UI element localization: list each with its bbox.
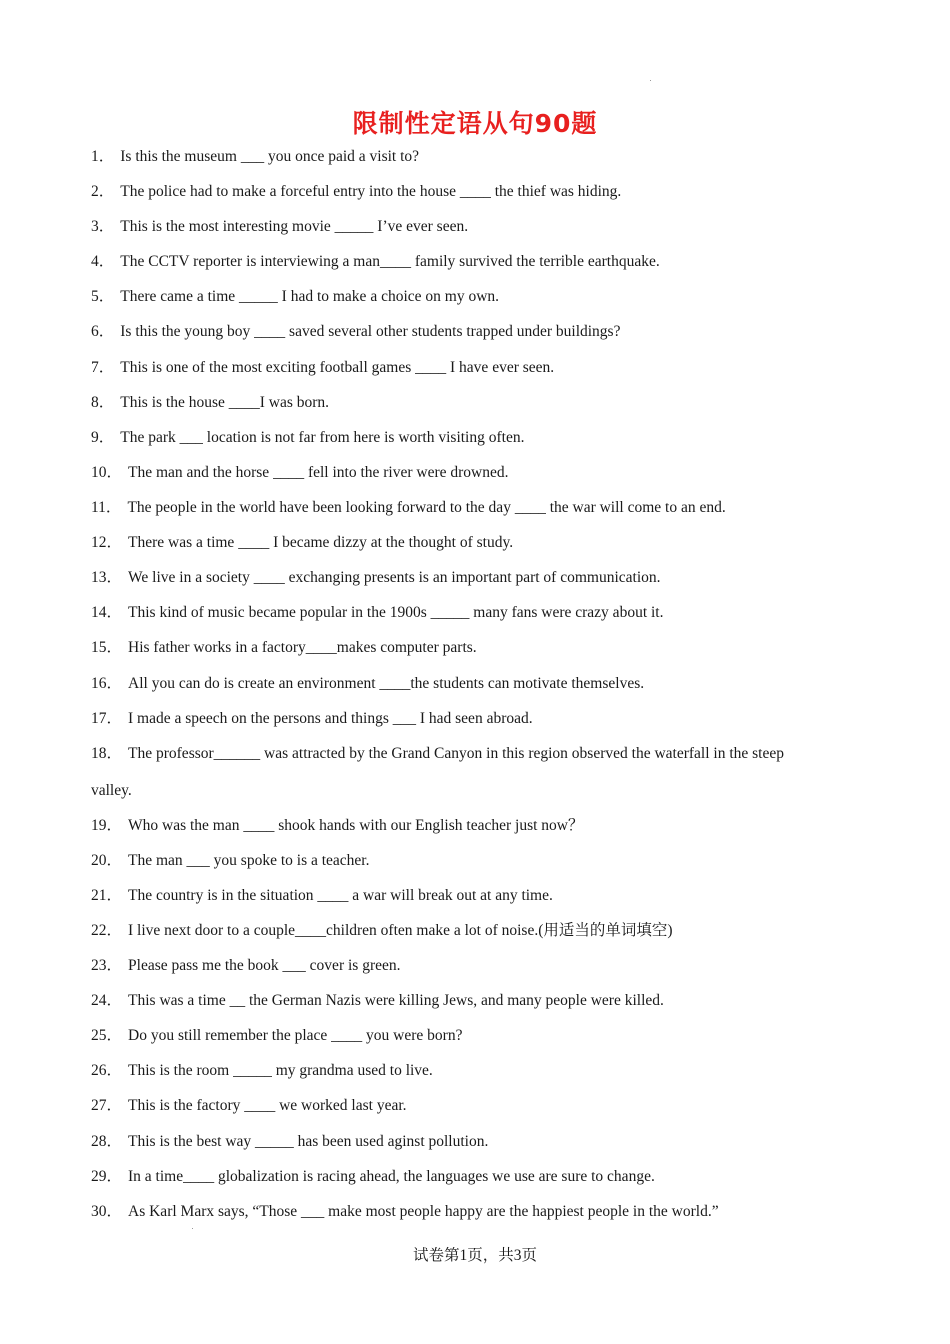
question-item (91, 182, 851, 202)
question-text: Please pass me the book ___ cover is green. (128, 957, 401, 974)
question-text: I live next door to a couple____children often make a lot of noise.(用适当的单词填空) (128, 922, 673, 939)
question-item (91, 709, 851, 729)
question-item (91, 1167, 851, 1187)
question-item (91, 428, 851, 448)
question-item (91, 603, 851, 623)
question-item (91, 217, 851, 237)
question-text: This is the house ____I was born. (120, 394, 330, 411)
question-text: I made a speech on the persons and things ___ I had seen abroad. (128, 710, 533, 727)
question-item (91, 991, 851, 1011)
page-footer: 试卷第1页，共3页 (412, 1247, 537, 1264)
question-number: 6． (91, 323, 115, 340)
question-item (91, 1132, 851, 1152)
question-item (91, 252, 851, 272)
question-item (91, 851, 851, 871)
question-text: The country is in the situation ____ a war will break out at any time. (128, 887, 553, 904)
question-text: The CCTV reporter is interviewing a man____ family survived the terrible earthquake. (120, 253, 660, 270)
question-item (91, 1061, 851, 1081)
question-number: 2． (91, 183, 115, 200)
question-number: 24． (91, 992, 123, 1009)
question-text: This kind of music became popular in the 1900s _____ many fans were crazy about it. (128, 604, 664, 621)
question-number: 14． (91, 604, 123, 621)
question-item (91, 816, 851, 836)
question-text: The man and the horse ____ fell into the river were drowned. (128, 464, 509, 481)
question-text: We live in a society ____ exchanging presents is an important part of communication. (128, 569, 661, 586)
question-text: The police had to make a forceful entry into the house ____ the thief was hiding. (120, 183, 622, 200)
question-text: This is the factory ____ we worked last year. (128, 1097, 407, 1114)
question-item (91, 287, 851, 307)
question-number: 28． (91, 1133, 123, 1150)
question-number: 7． (91, 359, 115, 376)
question-number: 23． (91, 957, 123, 974)
question-number: 16． (91, 675, 123, 692)
question-number: 1． (91, 148, 115, 165)
question-number: 3． (91, 218, 115, 235)
question-text: The professor______ was attracted by the Grand Canyon in this region observed the waterfall in the steep (128, 745, 784, 762)
question-item (91, 638, 851, 658)
question-number: 12． (91, 534, 123, 551)
question-number: 4． (91, 253, 115, 270)
question-item (91, 674, 851, 694)
question-item (91, 1026, 851, 1046)
question-item (91, 358, 851, 378)
question-number: 9． (91, 429, 115, 446)
question-text-continuation: valley. (91, 782, 132, 799)
question-text: Is this the young boy ____ saved several other students trapped under buildings? (120, 323, 621, 340)
question-item (91, 956, 851, 976)
question-text: Who was the man ____ shook hands with our English teacher just now？ (128, 817, 584, 834)
page-speck (192, 1228, 193, 1229)
question-text: This is the most interesting movie _____ I’ve ever seen. (120, 218, 469, 235)
question-text: The park ___ location is not far from here is worth visiting often. (120, 429, 525, 446)
question-number: 25． (91, 1027, 123, 1044)
question-number: 8． (91, 394, 115, 411)
question-number: 18． (91, 745, 123, 762)
question-text: The people in the world have been looking forward to the day ____ the war will come to an end. (127, 499, 726, 516)
question-number: 17． (91, 710, 123, 727)
question-text: Is this the museum ___ you once paid a visit to? (120, 148, 420, 165)
question-item (91, 498, 851, 518)
question-number: 21． (91, 887, 123, 904)
question-number: 10． (91, 464, 123, 481)
question-number: 15． (91, 639, 123, 656)
question-number: 20． (91, 852, 123, 869)
question-text: This is the room _____ my grandma used to live. (128, 1062, 433, 1079)
question-text: All you can do is create an environment ____the students can motivate themselves. (128, 675, 645, 692)
question-text: Do you still remember the place ____ you were born? (128, 1027, 463, 1044)
page-speck (650, 80, 651, 81)
page-title: 限制性定语从句90题 (352, 109, 598, 138)
question-number: 19． (91, 817, 123, 834)
question-item (91, 147, 851, 167)
question-text: There came a time _____ I had to make a choice on my own. (120, 288, 500, 305)
question-item (91, 322, 851, 342)
question-text: This was a time __ the German Nazis were killing Jews, and many people were killed. (128, 992, 664, 1009)
question-item (91, 568, 851, 588)
question-number: 13． (91, 569, 123, 586)
question-number: 11． (91, 499, 122, 516)
question-item (91, 1202, 851, 1222)
question-item (91, 886, 851, 906)
question-text: In a time____ globalization is racing ahead, the languages we use are sure to change. (128, 1168, 655, 1185)
question-text: There was a time ____ I became dizzy at the thought of study. (128, 534, 514, 551)
question-text: This is the best way _____ has been used aginst pollution. (128, 1133, 489, 1150)
question-item (91, 463, 851, 483)
question-text: His father works in a factory____makes computer parts. (128, 639, 477, 656)
question-item (91, 533, 851, 553)
question-number: 26． (91, 1062, 123, 1079)
question-number: 5． (91, 288, 115, 305)
question-number: 29． (91, 1168, 123, 1185)
question-item (91, 1096, 851, 1116)
question-item (91, 921, 851, 941)
question-text: This is one of the most exciting football games ____ I have ever seen. (120, 359, 555, 376)
question-item (91, 393, 851, 413)
question-text: The man ___ you spoke to is a teacher. (128, 852, 370, 869)
question-number: 27． (91, 1097, 123, 1114)
question-item (91, 744, 851, 764)
question-number: 22． (91, 922, 123, 939)
question-text: As Karl Marx says, “Those ___ make most people happy are the happiest people in the world.” (128, 1203, 719, 1220)
question-number: 30． (91, 1203, 123, 1220)
